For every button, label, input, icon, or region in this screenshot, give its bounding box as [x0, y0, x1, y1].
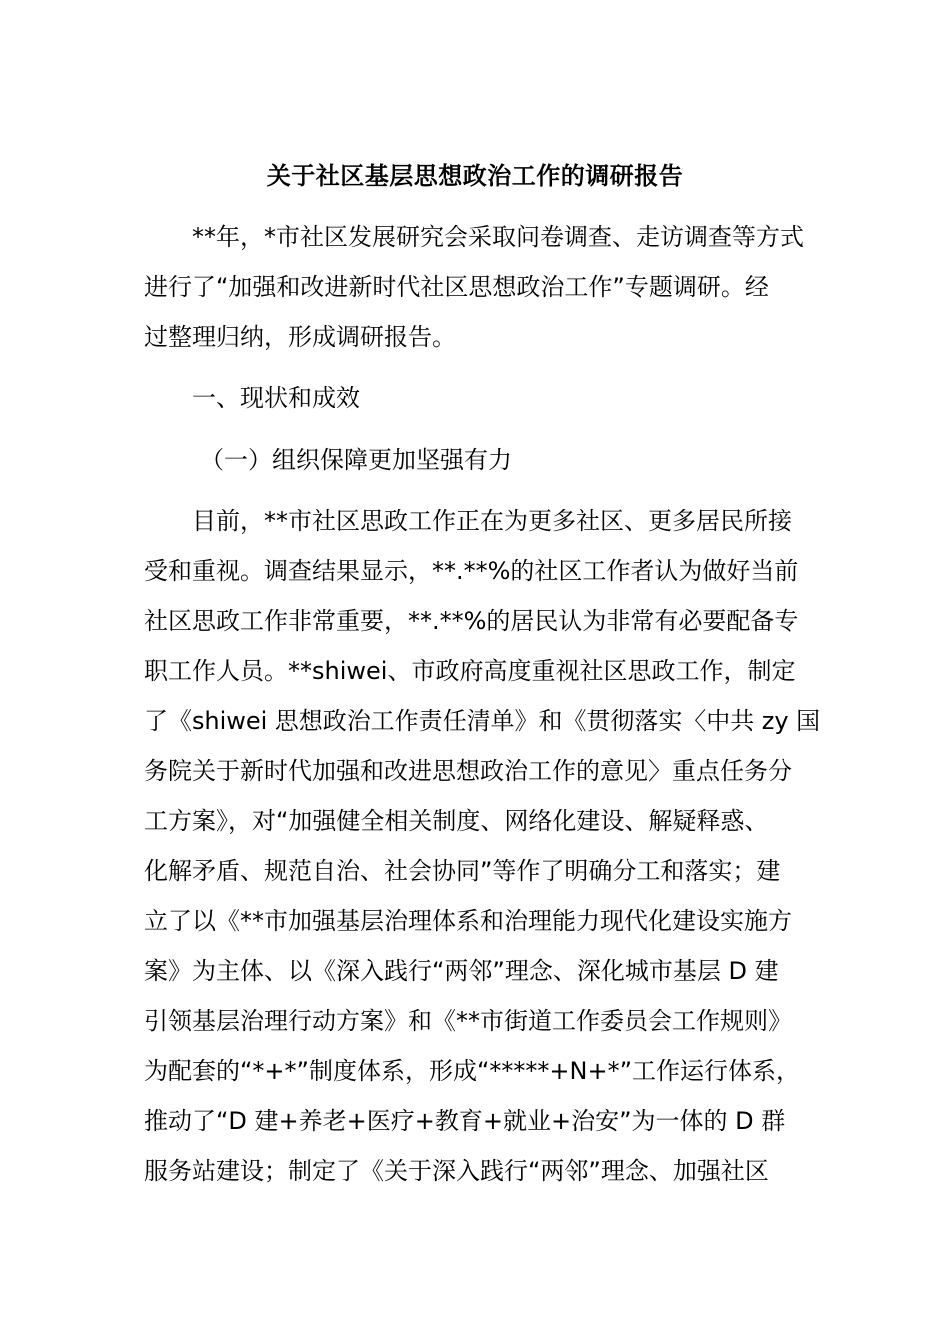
body-line-13: 推动了“D 建+养老+医疗+教育+就业+治安”为一体的 D 群: [144, 1107, 786, 1135]
subsection-heading: （一）组织保障更加坚强有力: [200, 446, 512, 474]
body-line-12: 为配套的“*+*”制度体系，形成“*****+N+*”工作运行体系，: [144, 1057, 801, 1085]
body-line-2: 受和重视。调查结果显示，**.**%的社区工作者认为做好当前: [144, 557, 799, 585]
intro-line-2: 进行了“加强和改进新时代社区思想政治工作”专题调研。经: [144, 273, 769, 301]
body-line-11: 引领基层治理行动方案》和《**市街道工作委员会工作规则》: [144, 1007, 792, 1035]
body-line-3: 社区思政工作非常重要，**.**%的居民认为非常有必要配备专: [144, 607, 799, 635]
body-line-4: 职工作人员。**shiwei、市政府高度重视社区思政工作，制定: [144, 657, 796, 685]
intro-line-1: **年，*市社区发展研究会采取问卷调查、走访调查等方式: [192, 223, 804, 251]
body-line-9: 立了以《**市加强基层治理体系和治理能力现代化建设实施方: [144, 907, 792, 935]
body-line-8: 化解矛盾、规范自治、社会协同”等作了明确分工和落实；建: [144, 857, 781, 885]
intro-line-3: 过整理归纳，形成调研报告。: [144, 323, 456, 351]
body-line-14: 服务站建设；制定了《关于深入践行“两邻”理念、加强社区: [144, 1157, 769, 1185]
section-heading: 一、现状和成效: [192, 384, 360, 412]
body-line-6: 务院关于新时代加强和改进思想政治工作的意见〉重点任务分: [144, 757, 792, 785]
document-title: 关于社区基层思想政治工作的调研报告: [266, 162, 684, 190]
body-line-1: 目前，**市社区思政工作正在为更多社区、更多居民所接: [192, 507, 792, 535]
body-line-5: 了《shiwei 思想政治工作责任清单》和《贯彻落实〈中共 zy 国: [144, 707, 821, 735]
body-line-7: 工方案》，对“加强健全相关制度、网络化建设、解疑释惑、: [144, 807, 769, 835]
body-line-10: 案》为主体、以《深入践行“两邻”理念、深化城市基层 D 建: [144, 957, 779, 985]
